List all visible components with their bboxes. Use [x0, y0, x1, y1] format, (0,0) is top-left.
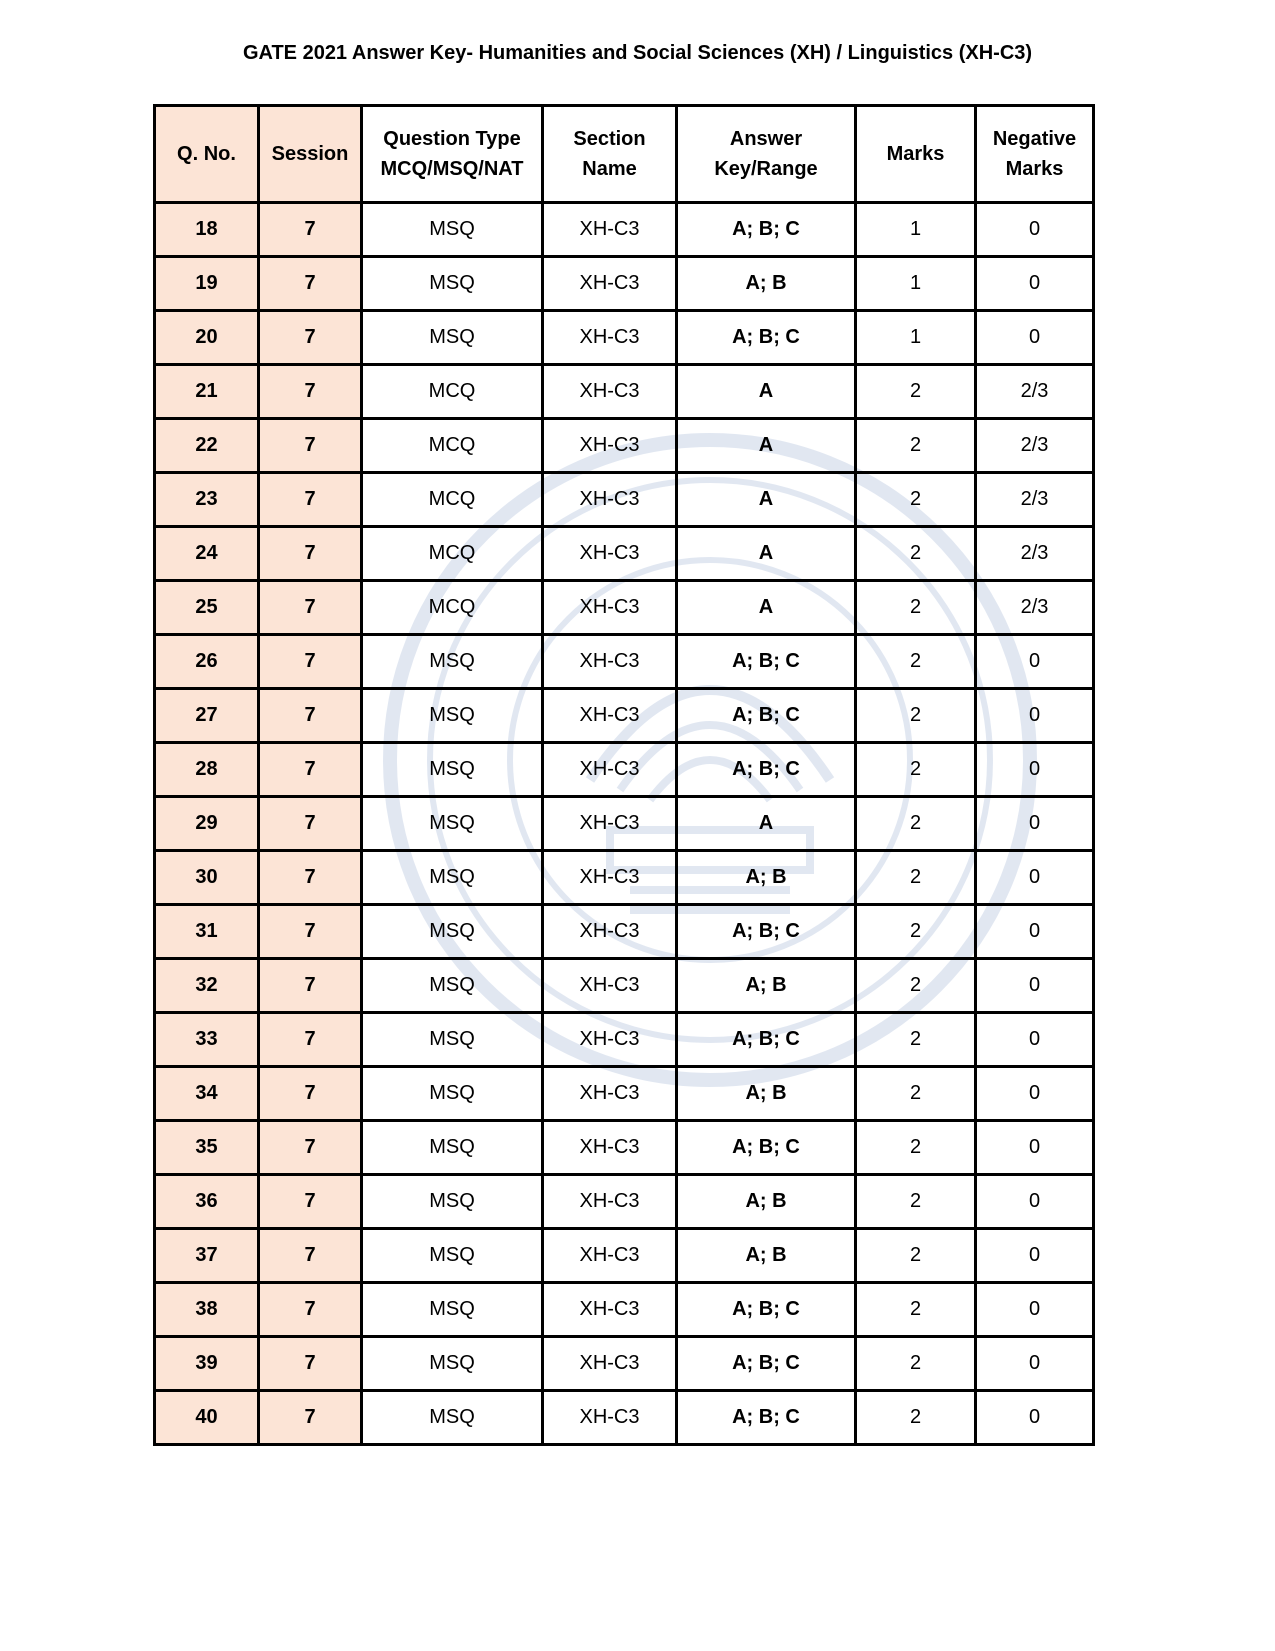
cell-section-name: XH-C3: [543, 311, 677, 365]
cell-section-name: XH-C3: [543, 1229, 677, 1283]
cell-qno: 34: [155, 1067, 259, 1121]
cell-section-name: XH-C3: [543, 257, 677, 311]
cell-marks: 2: [856, 1283, 976, 1337]
cell-answer: A; B: [677, 1067, 856, 1121]
cell-section-name: XH-C3: [543, 365, 677, 419]
cell-marks: 2: [856, 419, 976, 473]
cell-negative-marks: 0: [976, 1391, 1094, 1445]
table-header-row: [155, 106, 1094, 203]
cell-section-name: XH-C3: [543, 1175, 677, 1229]
table-row: [155, 1175, 1094, 1229]
cell-marks: 1: [856, 257, 976, 311]
cell-marks: 2: [856, 1013, 976, 1067]
cell-section-name: XH-C3: [543, 959, 677, 1013]
cell-section-name: XH-C3: [543, 851, 677, 905]
cell-marks: 1: [856, 311, 976, 365]
cell-question-type: MSQ: [362, 1067, 543, 1121]
cell-section-name: XH-C3: [543, 419, 677, 473]
cell-answer: A; B; C: [677, 1337, 856, 1391]
cell-negative-marks: 0: [976, 635, 1094, 689]
cell-qno: 24: [155, 527, 259, 581]
cell-marks: 2: [856, 581, 976, 635]
cell-marks: 2: [856, 797, 976, 851]
cell-session: 7: [259, 1175, 362, 1229]
table-row: [155, 1229, 1094, 1283]
cell-question-type: MSQ: [362, 311, 543, 365]
table-row: [155, 581, 1094, 635]
cell-negative-marks: 0: [976, 959, 1094, 1013]
cell-section-name: XH-C3: [543, 1013, 677, 1067]
cell-negative-marks: 2/3: [976, 365, 1094, 419]
cell-question-type: MSQ: [362, 797, 543, 851]
cell-answer: A: [677, 473, 856, 527]
cell-qno: 18: [155, 203, 259, 257]
cell-answer: A; B; C: [677, 1391, 856, 1445]
table-row: [155, 635, 1094, 689]
cell-negative-marks: 2/3: [976, 581, 1094, 635]
cell-qno: 35: [155, 1121, 259, 1175]
cell-marks: 2: [856, 1391, 976, 1445]
cell-answer: A: [677, 365, 856, 419]
cell-answer: A; B; C: [677, 1283, 856, 1337]
table-row: [155, 1121, 1094, 1175]
cell-marks: 2: [856, 1121, 976, 1175]
cell-session: 7: [259, 959, 362, 1013]
cell-section-name: XH-C3: [543, 797, 677, 851]
cell-section-name: XH-C3: [543, 905, 677, 959]
table-row: [155, 905, 1094, 959]
cell-question-type: MCQ: [362, 581, 543, 635]
cell-session: 7: [259, 1013, 362, 1067]
cell-question-type: MSQ: [362, 257, 543, 311]
table-row: [155, 1391, 1094, 1445]
cell-marks: 2: [856, 905, 976, 959]
cell-qno: 30: [155, 851, 259, 905]
cell-qno: 27: [155, 689, 259, 743]
cell-question-type: MSQ: [362, 1337, 543, 1391]
cell-negative-marks: 2/3: [976, 473, 1094, 527]
table-row: [155, 473, 1094, 527]
cell-answer: A; B; C: [677, 689, 856, 743]
cell-qno: 32: [155, 959, 259, 1013]
cell-marks: 2: [856, 473, 976, 527]
cell-negative-marks: 0: [976, 203, 1094, 257]
cell-session: 7: [259, 527, 362, 581]
cell-qno: 31: [155, 905, 259, 959]
cell-qno: 22: [155, 419, 259, 473]
cell-answer: A; B: [677, 257, 856, 311]
cell-marks: 2: [856, 1229, 976, 1283]
cell-section-name: XH-C3: [543, 581, 677, 635]
cell-question-type: MSQ: [362, 1175, 543, 1229]
cell-qno: 36: [155, 1175, 259, 1229]
cell-negative-marks: 0: [976, 1013, 1094, 1067]
cell-session: 7: [259, 365, 362, 419]
cell-answer: A: [677, 419, 856, 473]
cell-negative-marks: 0: [976, 311, 1094, 365]
cell-section-name: XH-C3: [543, 527, 677, 581]
cell-session: 7: [259, 851, 362, 905]
cell-qno: 38: [155, 1283, 259, 1337]
header-session: Session: [259, 106, 362, 203]
cell-question-type: MSQ: [362, 1391, 543, 1445]
cell-session: 7: [259, 1121, 362, 1175]
header-negative-marks: Negative Marks: [976, 106, 1094, 203]
cell-answer: A; B: [677, 959, 856, 1013]
cell-qno: 25: [155, 581, 259, 635]
cell-answer: A; B; C: [677, 203, 856, 257]
table-row: [155, 311, 1094, 365]
cell-answer: A; B: [677, 851, 856, 905]
cell-qno: 29: [155, 797, 259, 851]
cell-question-type: MCQ: [362, 365, 543, 419]
cell-negative-marks: 0: [976, 1121, 1094, 1175]
cell-answer: A: [677, 797, 856, 851]
cell-marks: 2: [856, 635, 976, 689]
cell-question-type: MSQ: [362, 203, 543, 257]
cell-section-name: XH-C3: [543, 1337, 677, 1391]
cell-negative-marks: 0: [976, 689, 1094, 743]
cell-question-type: MCQ: [362, 473, 543, 527]
cell-negative-marks: 0: [976, 1175, 1094, 1229]
table-row: [155, 1283, 1094, 1337]
cell-section-name: XH-C3: [543, 635, 677, 689]
cell-question-type: MSQ: [362, 1229, 543, 1283]
table-row: [155, 365, 1094, 419]
cell-marks: 2: [856, 851, 976, 905]
table-row: [155, 689, 1094, 743]
cell-session: 7: [259, 1337, 362, 1391]
cell-negative-marks: 0: [976, 1337, 1094, 1391]
cell-question-type: MSQ: [362, 635, 543, 689]
cell-answer: A; B; C: [677, 635, 856, 689]
cell-negative-marks: 0: [976, 743, 1094, 797]
cell-section-name: XH-C3: [543, 743, 677, 797]
table-row: [155, 257, 1094, 311]
header-qno: Q. No.: [155, 106, 259, 203]
table-row: [155, 743, 1094, 797]
cell-answer: A; B; C: [677, 1013, 856, 1067]
table-row: [155, 203, 1094, 257]
cell-answer: A; B; C: [677, 743, 856, 797]
table-row: [155, 959, 1094, 1013]
cell-session: 7: [259, 257, 362, 311]
cell-marks: 2: [856, 1067, 976, 1121]
cell-qno: 28: [155, 743, 259, 797]
cell-session: 7: [259, 743, 362, 797]
cell-marks: 2: [856, 689, 976, 743]
cell-qno: 33: [155, 1013, 259, 1067]
cell-marks: 2: [856, 1337, 976, 1391]
table-row: [155, 1337, 1094, 1391]
cell-answer: A; B: [677, 1175, 856, 1229]
cell-answer: A: [677, 581, 856, 635]
cell-qno: 37: [155, 1229, 259, 1283]
cell-question-type: MCQ: [362, 527, 543, 581]
cell-marks: 2: [856, 743, 976, 797]
cell-question-type: MSQ: [362, 959, 543, 1013]
cell-answer: A; B; C: [677, 311, 856, 365]
cell-session: 7: [259, 473, 362, 527]
page-title: GATE 2021 Answer Key- Humanities and Social Sciences (XH) / Linguistics (XH-C3): [242, 42, 1033, 64]
cell-session: 7: [259, 419, 362, 473]
table-body: [155, 203, 1094, 1445]
header-section-name: Section Name: [543, 106, 677, 203]
cell-section-name: XH-C3: [543, 1121, 677, 1175]
cell-session: 7: [259, 635, 362, 689]
cell-session: 7: [259, 1229, 362, 1283]
cell-negative-marks: 0: [976, 851, 1094, 905]
cell-qno: 26: [155, 635, 259, 689]
cell-answer: A; B: [677, 1229, 856, 1283]
table-row: [155, 1067, 1094, 1121]
cell-negative-marks: 0: [976, 797, 1094, 851]
answer-key-table: [153, 104, 1095, 1446]
cell-section-name: XH-C3: [543, 473, 677, 527]
cell-negative-marks: 2/3: [976, 419, 1094, 473]
cell-question-type: MSQ: [362, 743, 543, 797]
cell-qno: 20: [155, 311, 259, 365]
cell-negative-marks: 0: [976, 1283, 1094, 1337]
table-row: [155, 419, 1094, 473]
cell-section-name: XH-C3: [543, 203, 677, 257]
cell-marks: 2: [856, 527, 976, 581]
cell-qno: 21: [155, 365, 259, 419]
cell-qno: 23: [155, 473, 259, 527]
cell-question-type: MSQ: [362, 689, 543, 743]
cell-negative-marks: 0: [976, 1067, 1094, 1121]
cell-section-name: XH-C3: [543, 1391, 677, 1445]
cell-negative-marks: 0: [976, 1229, 1094, 1283]
cell-session: 7: [259, 1067, 362, 1121]
cell-question-type: MSQ: [362, 1121, 543, 1175]
cell-negative-marks: 2/3: [976, 527, 1094, 581]
cell-session: 7: [259, 1283, 362, 1337]
cell-answer: A; B; C: [677, 1121, 856, 1175]
cell-answer: A: [677, 527, 856, 581]
cell-session: 7: [259, 203, 362, 257]
cell-marks: 2: [856, 365, 976, 419]
table-row: [155, 1013, 1094, 1067]
table-row: [155, 797, 1094, 851]
cell-qno: 40: [155, 1391, 259, 1445]
header-marks: Marks: [856, 106, 976, 203]
cell-session: 7: [259, 311, 362, 365]
cell-question-type: MSQ: [362, 1283, 543, 1337]
header-question-type: Question Type MCQ/MSQ/NAT: [362, 106, 543, 203]
cell-marks: 2: [856, 1175, 976, 1229]
cell-question-type: MSQ: [362, 1013, 543, 1067]
cell-session: 7: [259, 1391, 362, 1445]
header-answer-key: Answer Key/Range: [677, 106, 856, 203]
cell-qno: 39: [155, 1337, 259, 1391]
cell-question-type: MCQ: [362, 419, 543, 473]
table-row: [155, 527, 1094, 581]
cell-section-name: XH-C3: [543, 1283, 677, 1337]
cell-section-name: XH-C3: [543, 1067, 677, 1121]
cell-session: 7: [259, 689, 362, 743]
cell-session: 7: [259, 581, 362, 635]
cell-session: 7: [259, 905, 362, 959]
cell-section-name: XH-C3: [543, 689, 677, 743]
cell-question-type: MSQ: [362, 905, 543, 959]
cell-qno: 19: [155, 257, 259, 311]
cell-session: 7: [259, 797, 362, 851]
table-row: [155, 851, 1094, 905]
cell-marks: 2: [856, 959, 976, 1013]
cell-negative-marks: 0: [976, 257, 1094, 311]
cell-question-type: MSQ: [362, 851, 543, 905]
cell-negative-marks: 0: [976, 905, 1094, 959]
cell-answer: A; B; C: [677, 905, 856, 959]
cell-marks: 1: [856, 203, 976, 257]
